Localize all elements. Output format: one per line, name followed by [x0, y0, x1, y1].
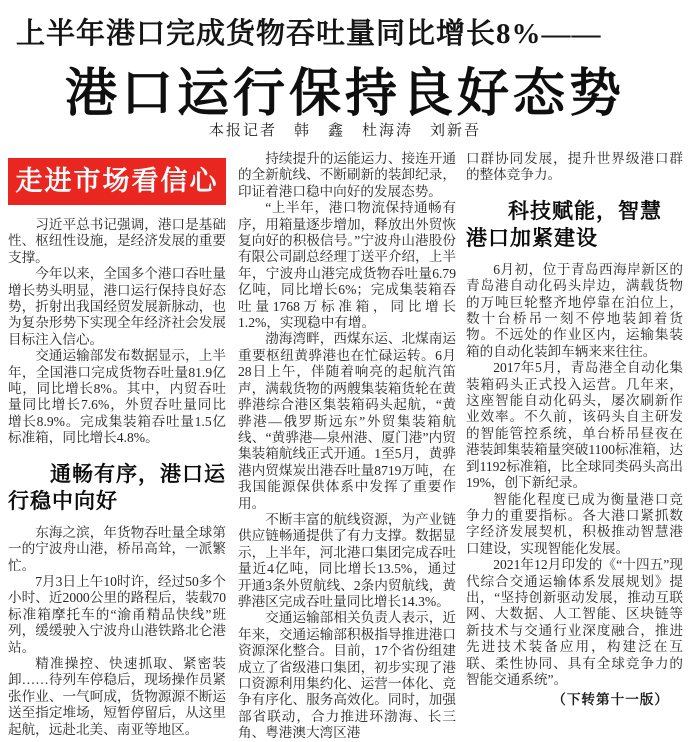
section-heading: 通畅有序，港口运行稳中向好: [8, 462, 226, 513]
body-paragraph: 交通运输部相关负责人表示，近年来，交通运输部积极指导推进港口资源深化整合。目前，17个省份组建成立了省级港口集团，初步实现了港口资源利用集约化、运营一体化、竞争有序化、服务高效化。同时，加强部省联动，合力推进环渤海、长三角、粤港澳大湾区港: [238, 610, 456, 741]
body-paragraph-continued: 口群协同发展，提升世界级港口群的整体竞争力。: [466, 151, 683, 183]
body-paragraph: 智能化程度已成为衡量港口竞争力的重要指标。各大港口紧抓数字经济发展契机，积极推动智慧港口建设，实现智能化发展。: [466, 491, 683, 556]
body-paragraph: 交通运输部发布数据显示，上半年，全国港口完成货物吞吐量81.9亿吨，同比增长8%。其中，内贸吞吐量同比增长7.6%，外贸吞吐量同比增长8.9%。完成集装箱吞吐量1.5亿标准箱，同比增长4.8%。: [8, 348, 226, 446]
body-paragraph: 不断丰富的航线资源，为产业链供应链畅通提供了有力支撑。数据显示，上半年，河北港口集团完成吞吐量近4亿吨，同比增长13.5%，通过开通3条外贸航线、2条内贸航线，黄骅港区完成吞吐量同比增长14.3%。: [238, 511, 456, 609]
body-paragraph: 精准操控、快速抓取、紧密装卸……待列车停稳后，现场操作员紧张作业、一气呵成，货物源源不断运送至指定堆场，短暂停留后，从这里起航，远赴北美、南亚等地区。: [8, 655, 226, 737]
article-column-left: [8, 158, 226, 738]
article-column-right: [466, 151, 683, 709]
body-paragraph: 持续提升的运能运力、接连开通的全新航线、不断刷新的装卸纪录，印证着港口稳中向好的发展态势。: [238, 151, 456, 199]
main-headline: 港口运行保持良好态势: [64, 65, 625, 123]
body-paragraph: “上半年，港口物流保持通畅有序，用箱量逐步增加，释放出外贸恢复向好的积极信号。”宁波舟山港股份有限公司副总经理丁送平介绍，上半年，宁波舟山港完成货物吞吐量6.79亿吨，同比增长6%；完成集装箱吞吐量1768万标准箱，同比增长1.2%，实现稳中有增。: [238, 200, 456, 331]
body-paragraph: 习近平总书记强调，港口是基础性、枢纽性设施，是经济发展的重要支撑。: [8, 217, 226, 265]
series-badge: 走进市场看信心: [8, 158, 226, 205]
body-paragraph: 7月3日上午10时许，经过50多个小时、近2000公里的路程后，装载70标准箱摩托车的“渝甬精品快线”班列，缓缓驶入宁波舟山港铁路北仑港站。: [8, 573, 226, 655]
body-paragraph: 2021年12月印发的《“十四五”现代综合交通运输体系发展规划》提出，“坚持创新驱动发展，推动互联网、大数据、人工智能、区块链等新技术与交通行业深度融合，推进先进技术装备应用，构建泛在互联、柔性协同、具有全球竞争力的智能交通系统”。: [466, 557, 683, 687]
byline: 本报记者 韩 鑫 杜海涛 刘新吾: [208, 123, 481, 139]
body-paragraph: 东海之滨，年货物吞吐量全球第一的宁波舟山港，桥吊高耸，一派繁忙。: [8, 524, 226, 573]
kicker-headline: 上半年港口完成货物吞吐量同比增长8%——: [16, 18, 602, 50]
section-heading: 科技赋能，智慧港口加紧建设: [466, 199, 662, 250]
article-column-middle: [238, 151, 456, 742]
body-paragraph: 渤海湾畔，西煤东运、北煤南运重要枢纽黄骅港也在忙碌运转。6月28日上午，伴随着响亮的起航汽笛声，满载货物的两艘集装箱货轮在黄骅港综合港区集装箱码头起航，“黄骅港—俄罗斯远东”外贸集装箱航线、“黄骅港—泉州港、厦门港”内贸集装箱航线正式开通。1至5月，黄骅港内贸煤炭出港吞吐量8719万吨，在我国能源保供体系中发挥了重要作用。: [238, 331, 456, 511]
body-paragraph: 今年以来，全国多个港口吞吐量增长势头明显，港口运行保持良好态势，折射出我国经贸发展新脉动，也为复杂形势下实现全年经济社会发展目标注入信心。: [8, 266, 226, 347]
body-paragraph: 6月初，位于青岛西海岸新区的青岛港自动化码头岸边，满载货物的万吨巨轮整齐地停靠在泊位上，数十台桥吊一刻不停地装卸着货物。不远处的作业区内，运输集装箱的自动化装卸车辆来来往往。: [466, 261, 683, 359]
body-paragraph: 2017年5月，青岛港全自动化集装箱码头正式投入运营。几年来，这座智能自动化码头，屡次刷新作业效率。不久前，该码头自主研发的智能管控系统，单台桥吊昼夜在港装卸集装箱量突破1100标准箱，达到1192标准箱，比全球同类码头高出19%，创下新纪录。: [466, 360, 683, 491]
continuation-note: （下转第十一版）: [552, 692, 669, 708]
